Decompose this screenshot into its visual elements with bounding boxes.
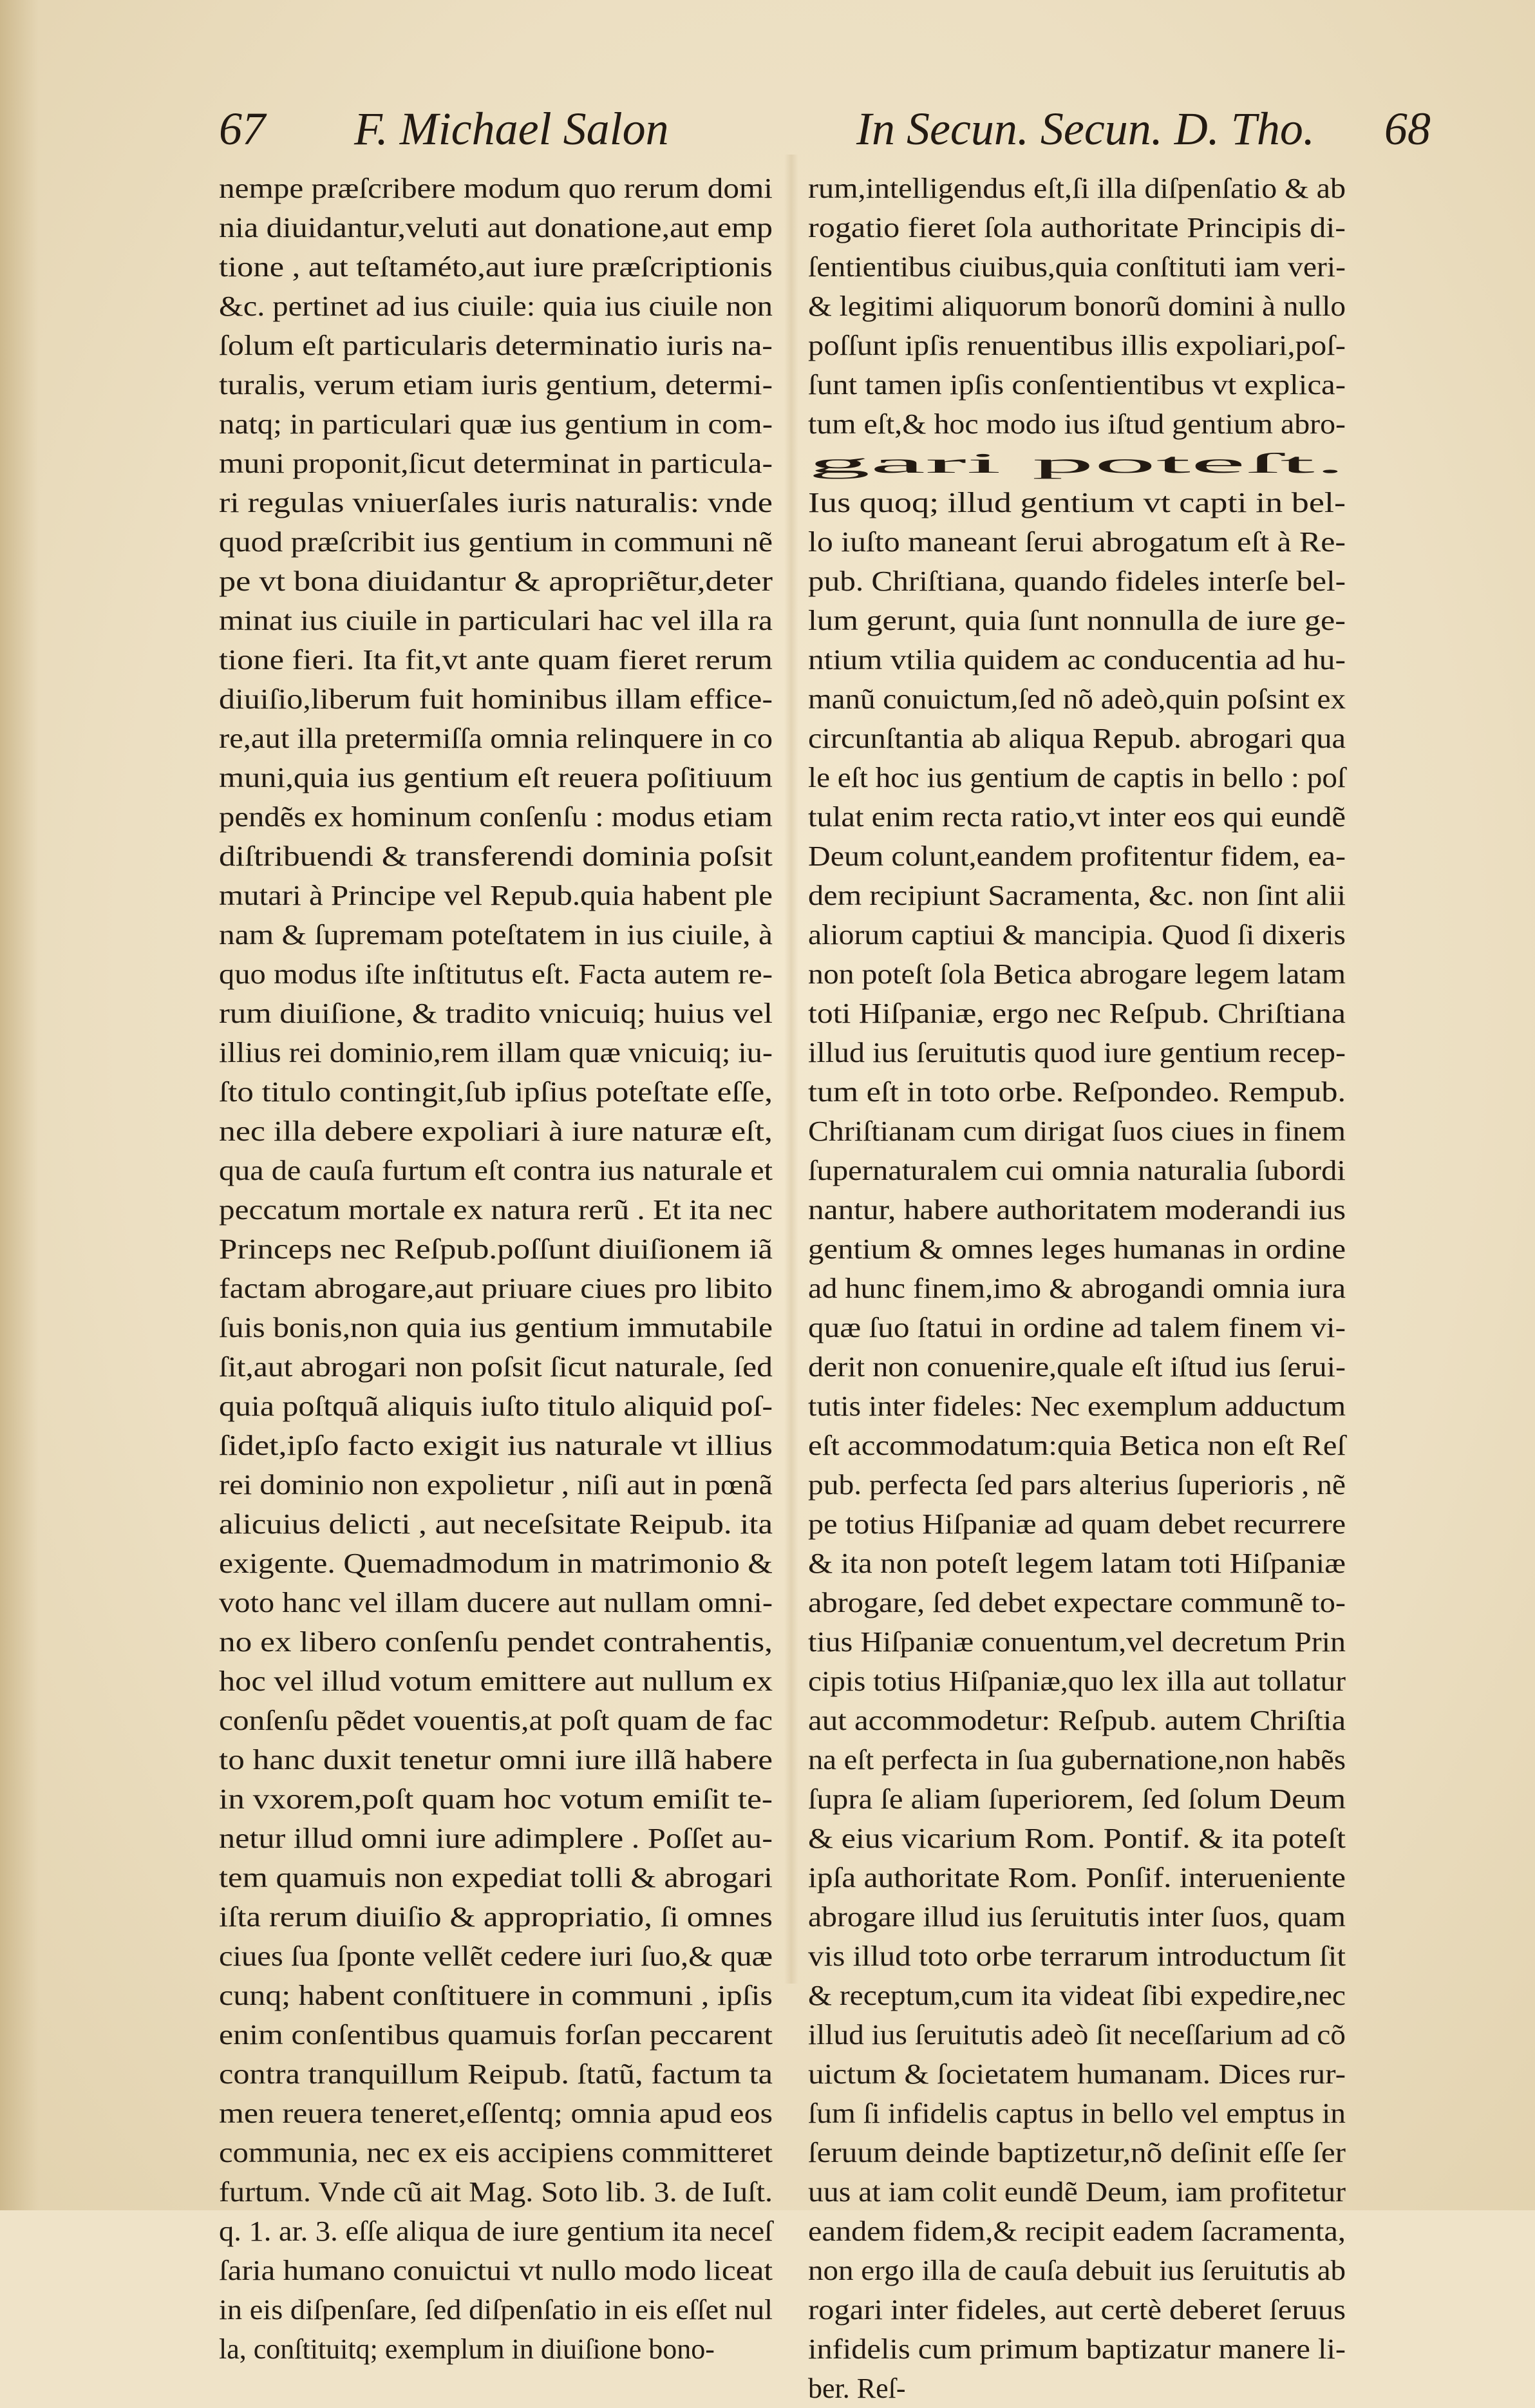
text-line: infidelis cum primum baptizatur manere li- xyxy=(808,2333,1346,2365)
text-line: Chriſtianam cum dirigat ſuos ciues in finem xyxy=(808,1115,1346,1147)
text-line: pe vt bona diuidantur & apropriẽtur,deter xyxy=(219,565,773,597)
text-line: furtum. Vnde cũ ait Mag. Soto lib. 3. de Iuſt. xyxy=(219,2176,773,2208)
text-line: tulat enim recta ratio,vt inter eos qui eundẽ xyxy=(808,801,1346,833)
text-line: gentium & omnes leges humanas in ordine xyxy=(808,1233,1346,1265)
text-line: ſuis bonis,non quia ius gentium immutabile xyxy=(219,1312,773,1343)
text-line: quæ ſuo ſtatui in ordine ad talem finem vi- xyxy=(808,1312,1346,1343)
text-line: voto hanc vel illam ducere aut nullam omni- xyxy=(219,1587,773,1618)
text-line: na eſt perfecta in ſua gubernatione,non habẽs xyxy=(808,1744,1346,1776)
text-line: rei dominio non expolietur , niſi aut in pœnã xyxy=(219,1469,773,1501)
page-edge-shadow xyxy=(0,0,39,2210)
text-line: exigente. Quemadmodum in matrimonio & xyxy=(219,1548,773,1579)
left-text-column xyxy=(219,169,773,2369)
text-line: aut accommodetur: Reſpub. autem Chriſtia xyxy=(808,1705,1346,1736)
text-line: abrogare, ſed debet expectare communẽ to- xyxy=(808,1587,1346,1618)
text-line: rum diuiſione, & tradito vnicuiq; huius vel xyxy=(219,998,773,1029)
text-line: ſto titulo contingit,ſub ipſius poteſtate eſſe, xyxy=(219,1076,773,1108)
right-running-head: In Secun. Secun. D. Tho. xyxy=(856,103,1315,155)
text-line: & receptum,cum ita videat ſibi expedire,nec xyxy=(808,1980,1346,2011)
text-line: conſenſu pẽdet vouentis,at poſt quam de fac xyxy=(219,1705,773,1736)
text-line: Ius quoq; illud gentium vt capti in bel- xyxy=(808,487,1346,518)
text-line: illud ius ſeruitutis quod iure gentium recep- xyxy=(808,1037,1346,1068)
text-line: uus at iam colit eundẽ Deum, iam profitetur xyxy=(808,2176,1346,2208)
text-line: Princeps nec Reſpub.poſſunt diuiſionem iã xyxy=(219,1233,773,1265)
text-line: abrogare illud ius ſeruitutis inter ſuos, quam xyxy=(808,1901,1346,1933)
left-running-header xyxy=(219,97,786,161)
text-line: ſupra ſe aliam ſuperiorem, ſed ſolum Deum xyxy=(808,1783,1346,1815)
left-page-number: 67 xyxy=(219,103,265,155)
text-line: rogari inter fideles, aut certè deberet ſeruus xyxy=(808,2294,1346,2326)
right-running-header xyxy=(856,97,1431,161)
text-line: ntium vtilia quidem ac conducentia ad hu- xyxy=(808,644,1346,676)
text-line: nam & ſupremam poteſtatem in ius ciuile, à xyxy=(219,919,773,951)
text-line: tione fieri. Ita fit,vt ante quam fieret rerum xyxy=(219,644,773,676)
text-line: mutari à Principe vel Repub.quia habent ple xyxy=(219,880,773,911)
text-line: cunq; habent conſtituere in communi , ipſis xyxy=(219,1980,773,2011)
text-line: cipis totius Hiſpaniæ,quo lex illa aut tollatur xyxy=(808,1665,1346,1697)
text-line: natq; in particulari quæ ius gentium in com- xyxy=(219,408,773,440)
text-line: rum,intelligendus eſt,ſi illa diſpenſatio & ab xyxy=(808,173,1346,204)
text-line: illud ius ſeruitutis adeò ſit neceſſarium ad cõ xyxy=(808,2019,1346,2051)
text-line: ſit,aut abrogari non poſsit ſicut naturale, ſed xyxy=(219,1351,773,1383)
text-line: iſta rerum diuiſio & appropriatio, ſi omnes xyxy=(219,1901,773,1933)
left-running-head: F. Michael Salon xyxy=(354,103,669,155)
text-line: quod præſcribit ius gentium in communi nẽ xyxy=(219,526,773,558)
text-line: ſolum eſt particularis determinatio iuris na- xyxy=(219,330,773,361)
text-line: communia, nec ex eis accipiens committeret xyxy=(219,2137,773,2168)
text-line: quia poſtquã aliquis iuſto titulo aliquid poſ- xyxy=(219,1390,773,1422)
text-line: & eius vicarium Rom. Pontif. & ita poteſt xyxy=(808,1823,1346,1854)
text-line: lum gerunt, quia ſunt nonnulla de iure ge- xyxy=(808,605,1346,636)
column-gutter xyxy=(784,155,798,1984)
text-line: pe totius Hiſpaniæ ad quam debet recurrere xyxy=(808,1508,1346,1540)
text-line: ſaria humano conuictui vt nullo modo liceat xyxy=(219,2255,773,2286)
text-line: ſentientibus ciuibus,quia conſtituti iam veri- xyxy=(808,251,1346,283)
text-line: tum eſt in toto orbe. Reſpondeo. Rempub. xyxy=(808,1076,1346,1108)
text-line: ſum ſi infidelis captus in bello vel emptus in xyxy=(808,2098,1346,2129)
text-line: ſupernaturalem cui omnia naturalia ſubordi xyxy=(808,1155,1346,1186)
text-line: Deum colunt,eandem profitentur fidem, ea- xyxy=(808,840,1346,872)
text-line: nempe præſcribere modum quo rerum domi xyxy=(219,173,773,204)
text-line: re,aut illa pretermiſſa omnia relinquere in co xyxy=(219,723,773,754)
text-line: manũ conuictum,ſed nõ adeò,quin poſsint ex xyxy=(808,683,1346,715)
text-line: to hanc duxit tenetur omni iure illã habere xyxy=(219,1744,773,1776)
text-line: uictum & ſocietatem humanam. Dices rur- xyxy=(808,2058,1346,2090)
text-line: ad hunc finem,imo & abrogandi omnia iura xyxy=(808,1273,1346,1304)
text-line: tutis inter fideles: Nec exemplum adductum xyxy=(808,1390,1346,1422)
text-line: gari poteſt. xyxy=(808,448,1346,479)
text-line: la, conſtituitq; exemplum in diuiſione bono- xyxy=(219,2333,715,2365)
text-line: men reuera teneret,eſſentq; omnia apud eos xyxy=(219,2098,773,2129)
text-line: poſſunt ipſis renuentibus illis expoliari,poſ- xyxy=(808,330,1346,361)
right-page-number: 68 xyxy=(1384,103,1431,155)
text-line: toti Hiſpaniæ, ergo nec Reſpub. Chriſtiana xyxy=(808,998,1346,1029)
text-line: hoc vel illud votum emittere aut nullum ex xyxy=(219,1665,773,1697)
text-line: rogatio fieret ſola authoritate Principis di- xyxy=(808,212,1346,243)
text-line: contra tranquillum Reipub. ſtatũ, factum ta xyxy=(219,2058,773,2090)
text-line: dem recipiunt Sacramenta, &c. non ſint alii xyxy=(808,880,1346,911)
text-line: circunſtantia ab aliqua Repub. abrogari qua xyxy=(808,723,1346,754)
text-line: & legitimi aliquorum bonorũ domini à nullo xyxy=(808,290,1346,322)
text-line: netur illud omni iure adimplere . Poſſet au- xyxy=(219,1823,773,1854)
text-line: ber. Reſ- xyxy=(808,2373,906,2404)
text-line: tem quamuis non expediat tolli & abrogari xyxy=(219,1862,773,1893)
text-line: peccatum mortale ex natura rerũ . Et ita nec xyxy=(219,1194,773,1226)
text-line: factam abrogare,aut priuare ciues pro libito xyxy=(219,1273,773,1304)
text-line: diſtribuendi & transferendi dominia poſsit xyxy=(219,840,773,872)
text-line: muni,quia ius gentium eſt reuera poſitiuum xyxy=(219,762,773,793)
text-line: in eis diſpenſare, ſed diſpenſatio in eis eſſet nul xyxy=(219,2294,773,2326)
text-line: in vxorem,poſt quam hoc votum emiſit te- xyxy=(219,1783,773,1815)
text-line: alicuius delicti , aut neceſsitate Reipub. ita xyxy=(219,1508,773,1540)
text-line: turalis, verum etiam iuris gentium, determi- xyxy=(219,369,773,401)
text-line: ſeruum deinde baptizetur,nõ deſinit eſſe ſer xyxy=(808,2137,1346,2168)
text-line: eandem fidem,& recipit eadem ſacramenta, xyxy=(808,2215,1346,2247)
text-line: pub. perfecta ſed pars alterius ſuperioris , nẽ xyxy=(808,1469,1346,1501)
text-line: derit non conuenire,quale eſt iſtud ius ſerui- xyxy=(808,1351,1346,1383)
text-line: ipſa authoritate Rom. Ponſif. interueniente xyxy=(808,1862,1346,1893)
text-line: eſt accommodatum:quia Betica non eſt Reſ xyxy=(808,1430,1346,1461)
text-line: non poteſt ſola Betica abrogare legem latam xyxy=(808,958,1346,990)
text-line: pub. Chriſtiana, quando fideles interſe bel- xyxy=(808,565,1346,597)
text-line: ri regulas vniuerſales iuris naturalis: vnde xyxy=(219,487,773,518)
text-line: illius rei dominio,rem illam quæ vnicuiq; iu- xyxy=(219,1037,773,1068)
text-line: minat ius ciuile in particulari hac vel illa ra xyxy=(219,605,773,636)
text-line: enim conſentibus quamuis forſan peccarent xyxy=(219,2019,773,2051)
text-line: &c. pertinet ad ius ciuile: quia ius ciuile non xyxy=(219,290,773,322)
text-line: non ergo illa de cauſa debuit ius ſeruitutis ab xyxy=(808,2255,1346,2286)
text-line: vis illud toto orbe terrarum introductum ſit xyxy=(808,1940,1346,1972)
text-line: lo iuſto maneant ſerui abrogatum eſt à Re- xyxy=(808,526,1346,558)
text-line: ſunt tamen ipſis conſentientibus vt explica- xyxy=(808,369,1346,401)
text-line: no ex libero conſenſu pendet contrahentis, xyxy=(219,1626,773,1658)
text-line: aliorum captiui & mancipia. Quod ſi dixeris xyxy=(808,919,1346,951)
text-line: le eſt hoc ius gentium de captis in bello : poſ xyxy=(808,762,1346,793)
text-line: nec illa debere expoliari à iure naturæ eſt, xyxy=(219,1115,773,1147)
text-line: nia diuidantur,veluti aut donatione,aut emp xyxy=(219,212,773,243)
text-line: ciues ſua ſponte vellẽt cedere iuri ſuo,& quæ xyxy=(219,1940,773,1972)
text-line: diuiſio,liberum fuit hominibus illam effice- xyxy=(219,683,773,715)
text-line: ſidet,ipſo facto exigit ius naturale vt illius xyxy=(219,1430,773,1461)
text-line: & ita non poteſt legem latam toti Hiſpaniæ xyxy=(808,1548,1346,1579)
text-line: tius Hiſpaniæ conuentum,vel decretum Prin xyxy=(808,1626,1346,1658)
text-line: nantur, habere authoritatem moderandi ius xyxy=(808,1194,1346,1226)
text-line: q. 1. ar. 3. eſſe aliqua de iure gentium ita neceſ xyxy=(219,2215,773,2247)
text-line: pendẽs ex hominum conſenſu : modus etiam xyxy=(219,801,773,833)
text-line: muni proponit,ſicut determinat in particula- xyxy=(219,448,773,479)
text-line: tum eſt,& hoc modo ius iſtud gentium abro- xyxy=(808,408,1346,440)
text-line: quo modus iſte inſtitutus eſt. Facta autem re- xyxy=(219,958,773,990)
right-text-column xyxy=(808,169,1346,2408)
text-line: qua de cauſa furtum eſt contra ius naturale et xyxy=(219,1155,773,1186)
text-line: tione , aut teſtaméto,aut iure præſcriptionis xyxy=(219,251,773,283)
